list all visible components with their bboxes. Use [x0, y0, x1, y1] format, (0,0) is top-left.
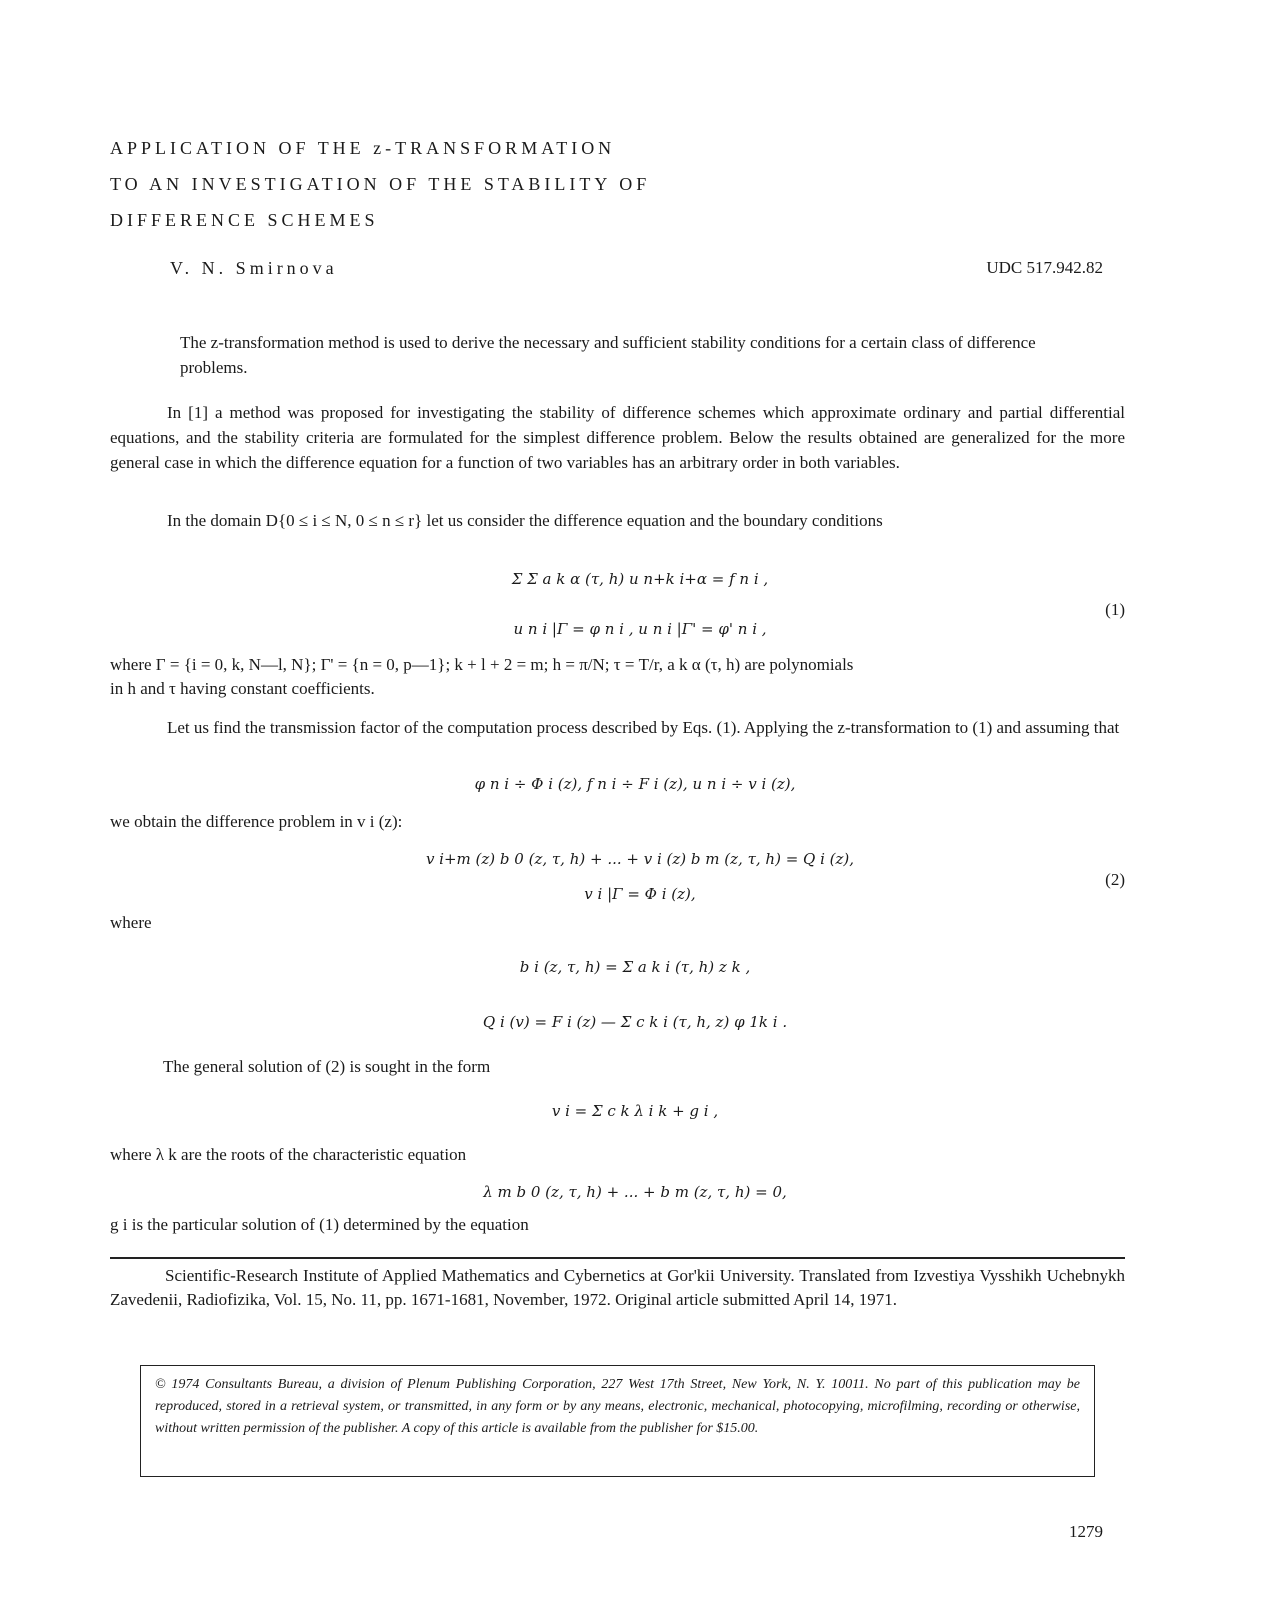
equation-1-number: (1)	[1105, 600, 1125, 619]
paragraph-2: In the domain D{0 ≤ i ≤ N, 0 ≤ n ≤ r} let us consider the difference equation and the boundary conditions	[167, 511, 883, 530]
footnote-text: Scientific-Research Institute of Applied Mathematics and Cybernetics at Gor'kii University. Translated from Izvestiya Vysshikh Uchebnykh Zavedenii, Radiofizika, Vol. 15, No. 11, pp. 1671-1681, November, 1972. Original article submitted April 14, 1971.	[110, 1266, 1125, 1309]
paragraph-6: The general solution of (2) is sought in the form	[163, 1057, 491, 1076]
paragraph-7: where λ k are the roots of the characteristic equation	[110, 1145, 467, 1164]
title-line-1: APPLICATION OF THE z-TRANSFORMATION	[110, 138, 616, 158]
author: V. N. Smirnova	[170, 258, 338, 278]
equation-2-line-2: v i |Γ = Φ i (z),	[584, 885, 696, 903]
paragraph-4: Let us find the transmission factor of the computation process described by Eqs. (1). Applying the z-transformation to (1) and assuming that	[167, 718, 1120, 737]
equation-characteristic: λ m b 0 (z, τ, h) + ... + b m (z, τ, h) = 0,	[483, 1183, 787, 1201]
title-line-2: TO AN INVESTIGATION OF THE STABILITY OF	[110, 174, 651, 194]
equation-1-line-1: Σ Σ a k α (τ, h) u n+k i+α = f n i ,	[511, 570, 769, 588]
udc-code: UDC 517.942.82	[986, 258, 1103, 277]
equation-1-line-2: u n i |Γ = φ n i , u n i |Γ' = φ' n i ,	[513, 620, 767, 638]
abstract: The z-transformation method is used to derive the necessary and sufficient stability conditions for a certain class of difference problems.	[180, 333, 1036, 377]
paragraph-3-line-2: in h and τ having constant coefficients.	[110, 679, 375, 698]
copyright-box	[140, 1365, 1095, 1477]
title-line-3: DIFFERENCE SCHEMES	[110, 210, 379, 230]
paragraph-3-line-1: where Γ = {i = 0, k, N—l, N}; Γ' = {n = 0, p—1}; k + l + 2 = m; h = π/N; τ = T/r, a k α (τ, h) are polynomials	[110, 655, 854, 674]
footnote	[110, 1264, 1125, 1312]
where-label: where	[110, 913, 152, 932]
page-number: 1279	[1069, 1522, 1103, 1541]
equation-v: v i = Σ c k λ i k + g i ,	[551, 1102, 719, 1120]
equation-2-line-1: v i+m (z) b 0 (z, τ, h) + ... + v i (z) b m (z, τ, h) = Q i (z),	[425, 850, 855, 868]
copyright-text: © 1974 Consultants Bureau, a division of Plenum Publishing Corporation, 227 West 17th Street, New York, N. Y. 10011. No part of this publication may be reproduced, stored in a retrieval system, or transmitted, in any form or by any means, electronic, mechanical, photocopying, microfilming, recording or otherwise, without written permission of the publisher. A copy of this article is available from the publisher for $15.00.	[155, 1377, 1080, 1436]
paragraph-1: In [1] a method was proposed for investigating the stability of difference schemes which approximate ordinary and partial differential equations, and the stability criteria are formulated for the simplest difference problem. Below the results obtained are generalized for the more general case in which the difference equation for a function of two variables has an arbitrary order in both variables.	[110, 403, 1125, 472]
paragraph-8: g i is the particular solution of (1) determined by the equation	[110, 1215, 529, 1234]
equation-2-number: (2)	[1105, 870, 1125, 889]
paragraph-5: we obtain the difference problem in v i (z):	[110, 812, 403, 831]
footnote-divider	[110, 1257, 1125, 1259]
equation-b: b i (z, τ, h) = Σ a k i (τ, h) z k ,	[519, 958, 751, 976]
equation-q: Q i (v) = F i (z) — Σ c k i (τ, h, z) φ 1k i .	[482, 1013, 788, 1031]
equation-transform: φ n i ÷ Φ i (z), f n i ÷ F i (z), u n i ÷ v i (z),	[474, 775, 796, 793]
